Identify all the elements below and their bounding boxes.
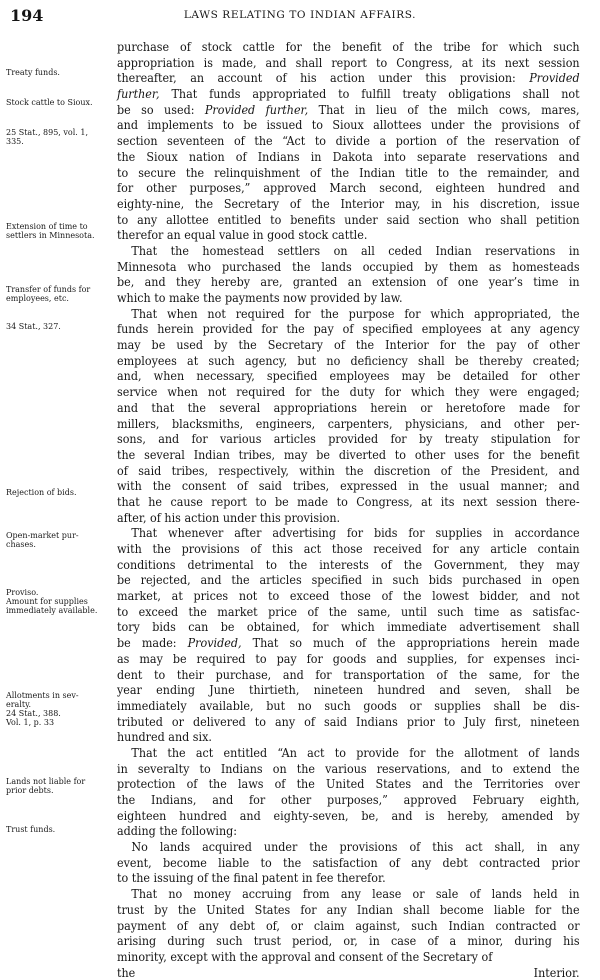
body-text-line: tory bids can be obtained, for which immediate advertisement shall	[117, 619, 580, 635]
running-head: LAWS RELATING TO INDIAN AFFAIRS.	[183, 9, 417, 21]
margin-note-line: 335.	[6, 137, 24, 146]
body-text-line: of said tribes, respectively, within the discretion of the President, and	[117, 462, 580, 478]
body-text-line: employees at such agency, but no deficiency shall be thereby created;	[117, 352, 580, 368]
body-text-line: section seventeen of the “Act to divide a portion of the reservation of	[117, 133, 580, 149]
margin-note-line: Vol. 1, p. 33	[6, 718, 55, 727]
body-text-line: That whenever after advertising for bids for supplies in accordance	[131, 525, 580, 541]
margin-note-line: Open-market pur-	[6, 531, 79, 540]
body-text-line: dent to their purchase, and for transportation of the same, for the	[117, 666, 580, 682]
body-text-line: protection of the laws of the United States and the Territories over	[117, 776, 580, 792]
body-text-line: with the provisions of this act those received for any article contain	[117, 541, 580, 556]
body-text-line: to the issuing of the final patent in fee therefor.	[117, 870, 386, 886]
body-text-line: to exceed the market price of the same, until such time as satisfac-	[117, 603, 580, 619]
margin-note-line: 25 Stat., 895, vol. 1,	[6, 128, 88, 137]
body-text-line: purchase of stock cattle for the benefit of the tribe for which such	[117, 39, 580, 54]
margin-note-line: employees, etc.	[6, 294, 69, 303]
margin-note-line: Trust funds.	[6, 825, 56, 834]
body-text-line: and, when necessary, specified employees may be detailed for other	[117, 368, 580, 384]
body-text-line: That the homestead settlers on all ceded Indian reservations in	[131, 242, 580, 258]
margin-note	[6, 588, 114, 615]
body-text-line: to any allottee entitled to benefits under said section who shall petition	[117, 211, 580, 227]
margin-note-line: Allotments in sev-	[6, 691, 79, 700]
body-text-line: the Interior.	[117, 964, 580, 980]
body-text-line: eighty-nine, the Secretary of the Interior may, in his discretion, issue	[117, 195, 580, 211]
body-text-line: the Sioux nation of Indians in Dakota into separate reservations and	[117, 148, 580, 164]
body-text-line: thereafter, an account of his action under this provision: Provided	[117, 70, 580, 86]
body-text-line: therefor an equal value in good stock cattle.	[117, 227, 368, 243]
body-text-line: for other purposes,” approved March second, eighteen hundred and	[117, 180, 580, 196]
body-text-line: That no money accruing from any lease or sale of lands held in	[131, 886, 580, 902]
body-text-line: which to make the payments now provided by law.	[117, 290, 403, 305]
margin-note	[6, 98, 114, 107]
page-header	[10, 6, 590, 28]
body-text-line: sons, and for various articles provided for by treaty stipulation for	[117, 431, 580, 447]
body-text-line: adding the following:	[117, 823, 238, 839]
body-text-line: service when not required for the duty for which they were engaged;	[117, 384, 580, 400]
margin-note-line: Treaty funds.	[6, 68, 60, 77]
margin-note-line: Rejection of bids.	[6, 488, 77, 497]
body-text-line: with the consent of said tribes, expressed in the usual manner; and	[117, 478, 580, 494]
body-text-line: payment of any debt of, or claim against, such Indian contracted or	[117, 917, 580, 933]
margin-note	[6, 322, 114, 331]
body-text-line: eighteen hundred and eighty-seven, be, and is hereby, amended by	[117, 807, 580, 823]
margin-note-line: Stock cattle to Sioux.	[6, 98, 93, 107]
body-text-line: to secure the relinquishment of the Indian title to the remainder, and	[117, 164, 580, 180]
body-text-line: millers, blacksmiths, engineers, carpenters, physicians, and other per-	[117, 415, 580, 431]
body-text-line: year ending June thirtieth, nineteen hundred and seven, shall be	[117, 682, 580, 698]
margin-note-line: eralty.	[6, 700, 32, 709]
margin-note	[6, 825, 114, 834]
margin-note-line: chases.	[6, 540, 36, 549]
margin-note	[6, 488, 114, 497]
body-text-line: in severalty to Indians on the various reservations, and to extend the	[117, 760, 580, 776]
body-text-line: tributed or delivered to any of said Indians prior to July first, nineteen	[117, 713, 580, 729]
margin-note-line: Extension of time to	[6, 222, 88, 231]
page-number: 194	[10, 6, 44, 25]
body-text-line: conditions detrimental to the interests of the Government, they may	[117, 556, 580, 572]
margin-note-line: immediately available.	[6, 606, 98, 615]
body-text-line: Minnesota who purchased the lands occupied by them as homesteads	[117, 258, 580, 274]
margin-note	[6, 777, 114, 795]
margin-note-line: Lands not liable for	[6, 777, 86, 786]
body-text-line: be made: Provided, That so much of the appropriations herein made	[117, 635, 580, 651]
body-text-line: market, at prices not to exceed those of the lowest bidder, and not	[117, 588, 580, 604]
margin-note	[6, 222, 114, 240]
margin-note	[6, 531, 114, 549]
document-body	[117, 39, 580, 980]
body-text-line: minority, except with the approval and consent of the Secretary of	[117, 948, 493, 964]
body-text-line: be, and they hereby are, granted an extension of one year’s time in	[117, 274, 580, 290]
body-text-line: funds herein provided for the pay of specified employees at any agency	[117, 321, 580, 337]
margin-note	[6, 691, 114, 727]
body-text-line: appropriation is made, and shall report to Congress, at its next session	[117, 54, 580, 70]
body-text-line: further, That funds appropriated to fulfill treaty obligations shall not	[117, 86, 580, 102]
body-text-line: after, of his action under this provision.	[117, 509, 341, 525]
margin-note	[6, 68, 114, 77]
margin-note-line: Proviso.	[6, 588, 39, 597]
body-text-line: That the act entitled “An act to provide for the allotment of lands	[131, 744, 580, 760]
body-text-line: No lands acquired under the provisions of this act shall, in any	[131, 839, 580, 855]
margin-note-line: Transfer of funds for	[6, 285, 91, 294]
body-text-line: and that the several appropriations herein or heretofore made for	[117, 399, 580, 415]
margin-note-line: prior debts.	[6, 786, 54, 795]
body-text-line: the several Indian tribes, may be diverted to other uses for the benefit	[117, 446, 580, 462]
body-text-line: the Indians, and for other purposes,” approved February eighth,	[117, 792, 580, 807]
margin-note-line: settlers in Minnesota.	[6, 231, 95, 240]
body-text-line: That when not required for the purpose for which appropriated, the	[131, 305, 580, 321]
body-text-line: and implements to be issued to Sioux allottees under the provisions of	[117, 117, 580, 133]
body-text-line: be so used: Provided further, That in lieu of the milch cows, mares,	[117, 101, 580, 117]
margin-note	[6, 128, 114, 146]
body-text-line: that he cause report to be made to Congress, at its next session there-	[117, 493, 580, 509]
body-text-line: be rejected, and the articles specified in such bids purchased in open	[117, 572, 580, 588]
body-text-line: may be used by the Secretary of the Interior for the pay of other	[117, 337, 580, 353]
margin-note	[6, 285, 114, 303]
margin-note-line: 24 Stat., 388.	[6, 709, 61, 718]
body-text-line: hundred and six.	[117, 729, 212, 745]
body-text-line: as may be required to pay for goods and supplies, for expenses inci-	[117, 650, 580, 666]
body-text-line: immediately available, but no such goods or supplies shall be dis-	[117, 697, 580, 713]
body-text-line: event, become liable to the satisfaction of any debt contracted prior	[117, 854, 580, 870]
body-text-line: trust by the United States for any Indian shall become liable for the	[117, 901, 580, 917]
margin-note-line: Amount for supplies	[6, 597, 88, 606]
margin-note-line: 34 Stat., 327.	[6, 322, 61, 331]
body-text-line: arising during such trust period, or, in case of a minor, during his	[117, 933, 580, 949]
